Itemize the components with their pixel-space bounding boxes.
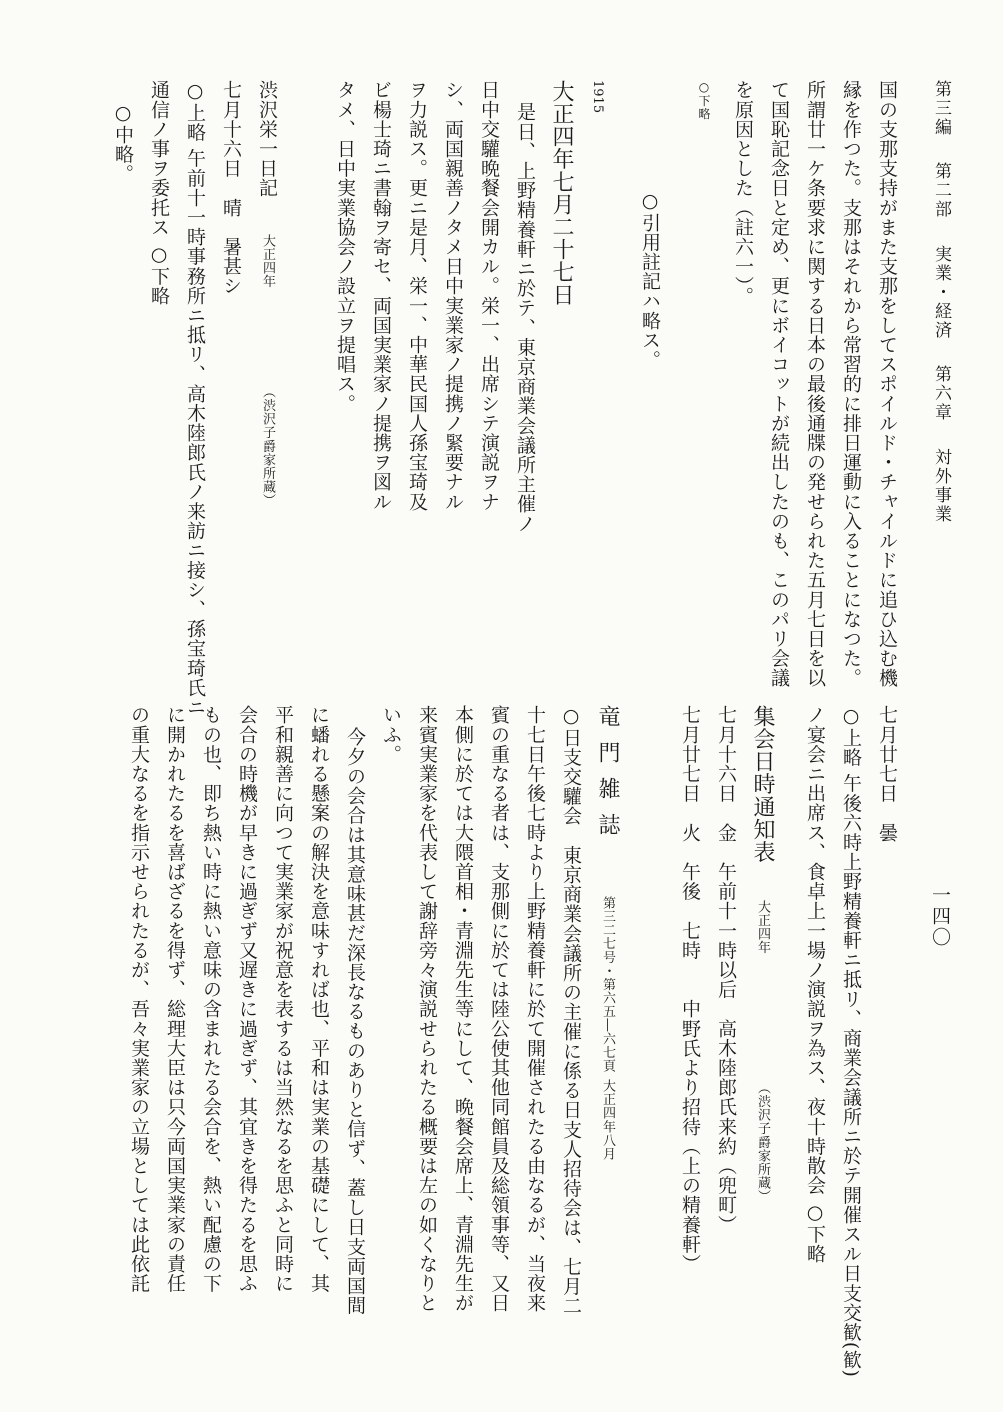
entry-date bbox=[543, 80, 615, 660]
entry-line: ヲ力説ス。更ニ是月、栄一、中華民国人孫宝琦及 bbox=[406, 80, 428, 512]
schedule-line: 七月廿七日 火 午後 七時 中野氏より招待（上の精養軒） bbox=[679, 705, 701, 1274]
top-paragraph bbox=[700, 80, 905, 688]
citation-note bbox=[628, 80, 668, 660]
omission-note: ○下略 bbox=[697, 80, 711, 120]
journal-line: もの也、即ち熱い時に熱い意味の含まれたる会合を、熱い配慮の下 bbox=[200, 705, 222, 1293]
schedule-heading bbox=[744, 705, 780, 1340]
schedule-year: 大正四年 bbox=[755, 899, 770, 955]
entry-line: シ、両国親善ノタメ日中実業家ノ提携ノ緊要ナル bbox=[442, 80, 464, 512]
journal-date: 大正四年八月 bbox=[600, 1079, 615, 1161]
entry-date-text: 大正四年七月二十七日 bbox=[549, 80, 574, 306]
page-number: 一四〇 bbox=[929, 885, 951, 948]
entry-line: 是日、上野精養軒ニ於テ、東京商業会議所主催ノ bbox=[514, 102, 536, 534]
diary-line: ○上略 午後六時上野精養軒ニ抵リ、商業会議所ニ於テ開催スル日支交歓(歓) bbox=[840, 705, 862, 1378]
journal-line: 賓の重なる者は、支那側に於ては陸公使其他同館員及総領事等、又日 bbox=[488, 705, 510, 1313]
journal-line: 十七日午後七時より上野精養軒に於て開催されたる由なるが、当夜来 bbox=[524, 705, 546, 1313]
diary-july27 bbox=[795, 705, 905, 1378]
schedule-source: （渋沢子爵家所蔵） bbox=[755, 1080, 770, 1204]
journal-line: 本側に於ては大隈首相・青淵先生等にして、晩餐会席上、青淵先生が bbox=[452, 705, 474, 1313]
diary-year: 大正四年 bbox=[260, 234, 275, 289]
schedule-section bbox=[640, 705, 780, 1340]
journal-issue: 第三二七号・第六五―六七頁 bbox=[600, 895, 615, 1073]
diary-line: 通信ノ事ヲ委托ス ○下略 bbox=[148, 80, 170, 306]
journal-line: の重大なるを指示せられたるが、吾々実業家の立場としては此依託 bbox=[128, 705, 150, 1293]
schedule-title: 集会日時通知表 bbox=[750, 705, 775, 864]
diary-section bbox=[60, 80, 285, 717]
western-year: 1915 bbox=[590, 80, 605, 114]
journal-line: 平和親善に向つて実業家が祝意を表するは当然なるを思ふと同時に bbox=[272, 705, 294, 1293]
journal-heading bbox=[589, 705, 625, 1340]
entry-line: ビ楊士琦ニ書翰ヲ寄セ、両国実業家ノ提携ヲ図ル bbox=[370, 80, 392, 512]
journal-title: 竜門雑誌 bbox=[595, 705, 620, 849]
diary-title: 渋沢栄一日記 bbox=[256, 80, 278, 198]
main-entry bbox=[325, 80, 615, 660]
schedule-line: 七月十六日 金 午前十一時以后 高木陸郎氏来約（兜町） bbox=[715, 705, 737, 1235]
diary-line: ○中略。 bbox=[112, 102, 134, 184]
text-line: を原因とした（註六一）。 bbox=[732, 80, 754, 306]
text-line: 所謂廿一ケ条要求に関する日本の最後通牒の発せられた五月七日を以 bbox=[804, 80, 826, 688]
journal-line: 会合の時機が早きに過ぎず又遅きに過ぎず、其宜きを得たるを思ふ bbox=[236, 705, 258, 1293]
running-head-part: 第三編 bbox=[931, 80, 951, 137]
journal-line: 今夕の会合は其意味甚だ深長なるものありと信ず、蓋し日支両国間 bbox=[344, 727, 366, 1315]
journal-line: いふ。 bbox=[380, 705, 402, 764]
entry-line: タメ、日中実業協会ノ設立ヲ提唱ス。 bbox=[334, 80, 356, 414]
running-head-part: 実業・経済 bbox=[931, 244, 951, 340]
journal-section bbox=[60, 705, 625, 1340]
citation-note-text: ○引用註記ハ略ス。 bbox=[639, 190, 661, 370]
diary-line: ノ宴会ニ出席ス、食卓上一場ノ演説ヲ為ス、夜十時散会 ○下略 bbox=[804, 705, 826, 1264]
running-head bbox=[918, 80, 954, 640]
diary-line: ○上略 午前十一時事務所ニ抵リ、高木陸郎氏ノ来訪ニ接シ、孫宝琦氏ニ bbox=[184, 80, 206, 717]
running-head-part: 第六章 bbox=[931, 365, 951, 423]
running-head-part: 対外事業 bbox=[931, 447, 951, 524]
journal-line: ○日支交驩会 東京商業会議所の主催に係る日支人招待会は、七月二 bbox=[560, 705, 582, 1316]
diary-source: （渋沢子爵家所蔵） bbox=[260, 385, 275, 508]
journal-line: に蟠れる懸案の解決を意味すれば也、平和は実業の基礎にして、其 bbox=[308, 705, 330, 1293]
text-line: て国恥記念日と定め、更にボイコットが続出したのも、このパリ会議 bbox=[768, 80, 790, 688]
journal-line: に開かれたるを喜ばざるを得ず、総理大臣は只今両国実業家の責任 bbox=[164, 705, 186, 1293]
entry-line: 日中交驩晩餐会開カル。栄一、出席シテ演説ヲナ bbox=[478, 80, 500, 512]
diary-heading bbox=[249, 80, 285, 660]
text-line: 縁を作つた。支那はそれから常習的に排日運動に入ることになつた。 bbox=[840, 80, 862, 688]
text-line: 国の支那支持がまた支那をしてスポイルド・チャイルドに追ひ込む機 bbox=[876, 80, 898, 688]
running-head-part: 第二部 bbox=[931, 162, 951, 220]
diary-date: 七月廿七日 曇 bbox=[876, 705, 898, 843]
diary-line: 七月十六日 晴 暑甚シ bbox=[220, 80, 242, 296]
journal-line: 来賓実業家を代表して謝辞旁々演説せられたる概要は左の如くなりと bbox=[416, 705, 438, 1313]
